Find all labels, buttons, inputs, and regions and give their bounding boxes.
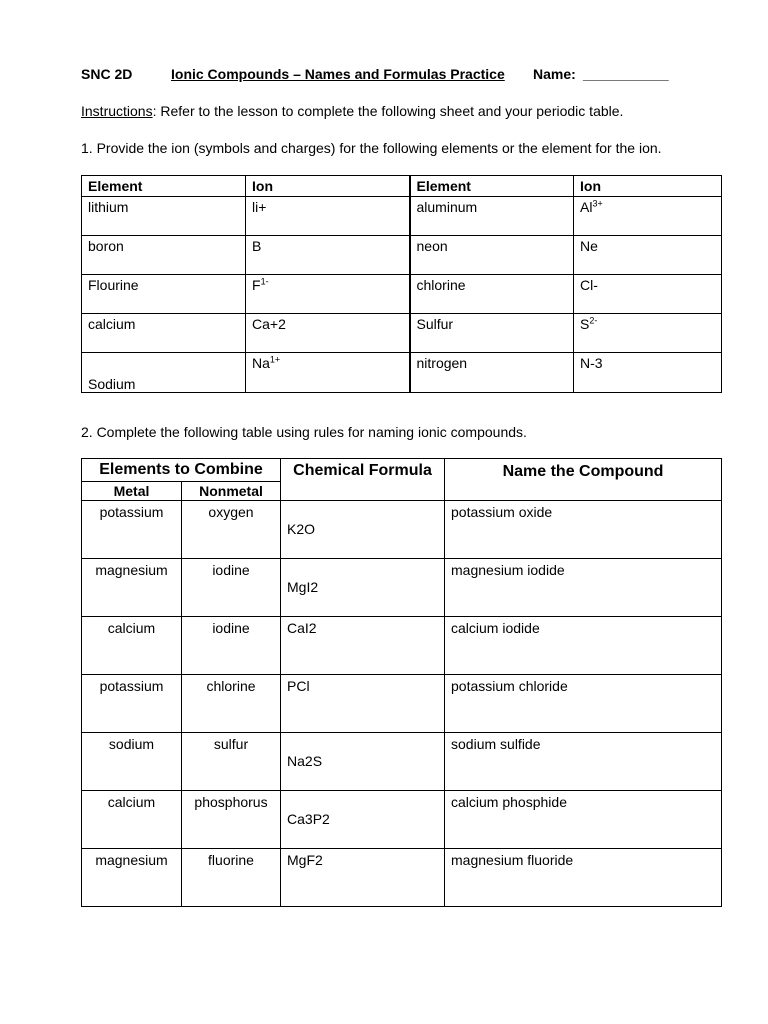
- table-row: [82, 197, 722, 236]
- element-cell: Flourine: [82, 275, 246, 314]
- col-element-2: Element: [410, 176, 574, 197]
- question-1: 1. Provide the ion (symbols and charges) for the following elements or the element for the ion.: [81, 140, 662, 156]
- table-row: [82, 617, 722, 675]
- nonmetal-cell: fluorine: [182, 849, 281, 907]
- compound-name-cell: calcium phosphide: [445, 791, 722, 849]
- metal-cell: magnesium: [82, 849, 182, 907]
- question-2: 2. Complete the following table using rules for naming ionic compounds.: [81, 424, 527, 440]
- formula-cell: PCl: [281, 675, 445, 733]
- element-cell: nitrogen: [410, 353, 574, 393]
- compound-name-cell: magnesium iodide: [445, 559, 722, 617]
- compound-name-cell: potassium chloride: [445, 675, 722, 733]
- instructions-text: : Refer to the lesson to complete the following sheet and your periodic table.: [152, 103, 624, 119]
- compound-name-cell: sodium sulfide: [445, 733, 722, 791]
- element-cell: boron: [82, 236, 246, 275]
- metal-cell: potassium: [82, 501, 182, 559]
- metal-cell: calcium: [82, 791, 182, 849]
- col-nonmetal: Nonmetal: [182, 482, 281, 501]
- ion-table: [81, 175, 722, 393]
- element-cell: aluminum: [410, 197, 574, 236]
- nonmetal-cell: phosphorus: [182, 791, 281, 849]
- instructions: [81, 103, 623, 119]
- formula-cell: Ca3P2: [281, 791, 445, 849]
- ion-cell: Cl-: [574, 275, 722, 314]
- worksheet-header: [81, 66, 721, 84]
- nonmetal-cell: iodine: [182, 617, 281, 675]
- table-row: [82, 849, 722, 907]
- name-label: Name:: [533, 66, 576, 82]
- col-compound-name: Name the Compound: [445, 459, 722, 501]
- course-code: SNC 2D: [81, 66, 133, 82]
- nonmetal-cell: oxygen: [182, 501, 281, 559]
- ion-table-header: [82, 176, 722, 197]
- metal-cell: calcium: [82, 617, 182, 675]
- element-cell: calcium: [82, 314, 246, 353]
- ion-cell: $F^{1-}$: [246, 275, 410, 314]
- nonmetal-cell: sulfur: [182, 733, 281, 791]
- table-row: [82, 236, 722, 275]
- table-row: [82, 733, 722, 791]
- ion-cell: Ca+2: [246, 314, 410, 353]
- table-row: [82, 791, 722, 849]
- col-metal: Metal: [82, 482, 182, 501]
- formula-cell: CaI2: [281, 617, 445, 675]
- ion-cell: $Na^{1+}$: [246, 353, 410, 393]
- ion-cell: N-3: [574, 353, 722, 393]
- table-row: [82, 314, 722, 353]
- element-cell: lithium: [82, 197, 246, 236]
- ion-cell: B: [246, 236, 410, 275]
- table-row: [82, 675, 722, 733]
- compound-table-header: [82, 459, 722, 482]
- nonmetal-cell: iodine: [182, 559, 281, 617]
- instructions-label: Instructions: [81, 103, 153, 119]
- col-elements-to-combine: Elements to Combine: [82, 459, 281, 482]
- ion-cell: li+: [246, 197, 410, 236]
- formula-cell: K2O: [281, 501, 445, 559]
- compound-name-cell: potassium oxide: [445, 501, 722, 559]
- element-cell: Sodium: [82, 353, 246, 393]
- worksheet-title: Ionic Compounds – Names and Formulas Practice: [171, 66, 505, 82]
- formula-cell: MgI2: [281, 559, 445, 617]
- element-cell: neon: [410, 236, 574, 275]
- col-ion-1: Ion: [246, 176, 410, 197]
- table-row: [82, 501, 722, 559]
- compound-name-cell: calcium iodide: [445, 617, 722, 675]
- formula-cell: MgF2: [281, 849, 445, 907]
- name-blank: ___________: [583, 66, 669, 82]
- metal-cell: sodium: [82, 733, 182, 791]
- compound-table: [81, 458, 722, 907]
- nonmetal-cell: chlorine: [182, 675, 281, 733]
- element-cell: chlorine: [410, 275, 574, 314]
- col-element-1: Element: [82, 176, 246, 197]
- compound-name-cell: magnesium fluoride: [445, 849, 722, 907]
- ion-cell: Ne: [574, 236, 722, 275]
- col-chemical-formula: Chemical Formula: [281, 459, 445, 501]
- table-row: [82, 275, 722, 314]
- ion-cell: $S^{2-}$: [574, 314, 722, 353]
- metal-cell: magnesium: [82, 559, 182, 617]
- element-cell: Sulfur: [410, 314, 574, 353]
- metal-cell: potassium: [82, 675, 182, 733]
- ion-cell: $Al^{3+}$: [574, 197, 722, 236]
- table-row: [82, 559, 722, 617]
- col-ion-2: Ion: [574, 176, 722, 197]
- table-row: [82, 353, 722, 393]
- formula-cell: Na2S: [281, 733, 445, 791]
